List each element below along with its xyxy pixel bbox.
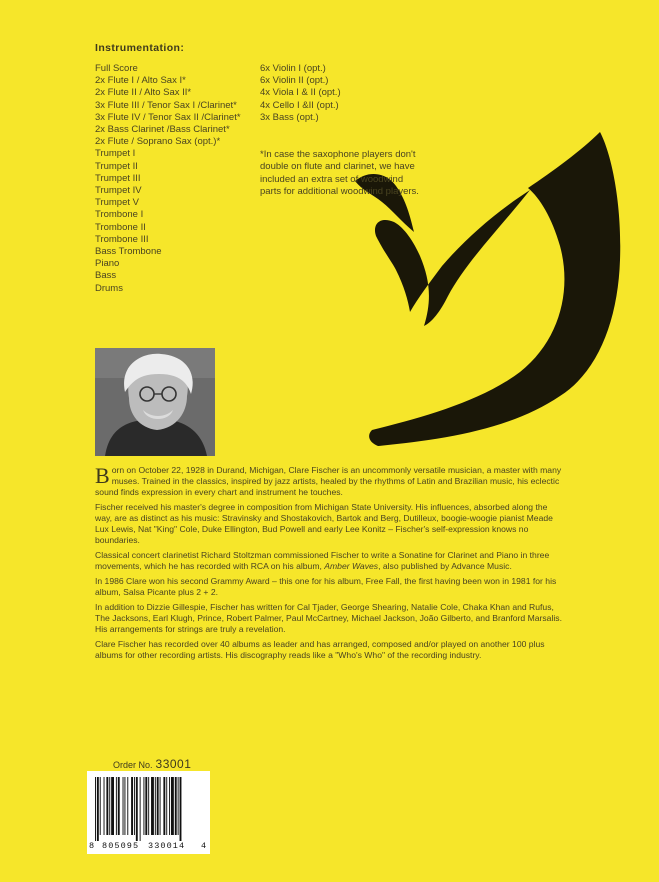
instrument-item: 3x Flute III / Tenor Sax I /Clarinet* <box>95 99 237 111</box>
author-portrait <box>95 348 215 456</box>
barcode-bar <box>111 777 114 835</box>
barcode-bar <box>171 777 174 835</box>
instrument-item: Bass <box>95 270 117 282</box>
barcode-bar <box>131 777 133 835</box>
instrument-item: 4x Cello I &II (opt.) <box>260 99 339 111</box>
instrument-item: 2x Flute / Soprano Sax (opt.)* <box>95 136 221 148</box>
barcode-digit-last: 4 <box>201 841 207 851</box>
barcode-bar <box>166 777 167 835</box>
barcode-bar <box>148 777 149 835</box>
instrument-item: Trombone I <box>95 209 144 221</box>
barcode-bar <box>104 777 105 835</box>
instrument-item: Trombone III <box>95 233 149 245</box>
barcode-bar <box>140 777 141 841</box>
instrumentation-heading: Instrumentation: <box>95 42 185 54</box>
barcode-digit-first: 8 <box>89 841 95 851</box>
barcode-bar <box>175 777 177 835</box>
barcode-bar <box>163 777 165 835</box>
instrument-item: Trumpet III <box>95 172 141 184</box>
instrument-item: 2x Flute I / Alto Sax I* <box>95 75 186 87</box>
barcode-bar <box>106 777 108 835</box>
barcode-bar <box>118 777 120 835</box>
instrument-item: 4x Viola I & II (opt.) <box>260 87 341 99</box>
instrument-item: Trumpet IV <box>95 185 142 197</box>
barcode-bar <box>123 777 124 835</box>
instrument-item: 2x Bass Clarinet /Bass Clarinet* <box>95 124 230 136</box>
barcode-digit-group-2: 330014 <box>148 841 186 851</box>
barcode-bar <box>109 777 110 835</box>
bio-album-title: Amber Waves <box>324 561 379 571</box>
instrument-item: 2x Flute II / Alto Sax II* <box>95 87 192 99</box>
bio-paragraph-2: Fischer received his master's degree in composition from Michigan State University. His influences, absorbed along the way, are as distinct as his music: Stravinsky and Shostakovich, Bartok and Berg, Dutilleux, boogie-woogie pianist Meade Lux Lewis, Nat "King" Cole, Duke Ellington, Bud Powell and early Lee Konitz – Fischer's self-expression knows no boundaries. <box>95 502 553 545</box>
barcode-bar <box>97 777 99 841</box>
barcode-bar <box>160 777 161 835</box>
bio-paragraph-3-text-a: Classical concert clarinetist Richard Stoltzman commissioned Fischer to write a Sonatine for Clarinet and Piano in three movements, which he has recorded with RCA on his album, <box>95 550 550 571</box>
bio-paragraph-4: In 1986 Clare won his second Grammy Award – this one for his album, Free Fall, the first having been won in 1981 for his album, Salsa Picante plus 2 + 2. <box>95 576 557 597</box>
instrument-item: Trumpet I <box>95 148 136 160</box>
barcode-bar <box>169 777 170 835</box>
barcode-bar <box>180 777 182 841</box>
instrumentation-list-right <box>260 63 341 124</box>
instrument-item: Trumpet II <box>95 160 138 172</box>
instrument-item: Bass Trombone <box>95 246 162 258</box>
instrument-item: Piano <box>95 258 120 270</box>
instrument-item: 3x Bass (opt.) <box>260 111 319 123</box>
order-value: 33001 <box>155 757 192 771</box>
barcode-bar <box>127 777 128 835</box>
barcode-bar <box>157 777 159 835</box>
barcode-bar <box>116 777 117 835</box>
barcode-bar <box>136 777 138 841</box>
order-number <box>113 757 191 771</box>
barcode-bar <box>143 777 144 835</box>
bio-paragraph-1-text: orn on October 22, 1928 in Durand, Michigan, Clare Fischer is an uncommonly versatile musician, a master with many muses. Trained in the classics, inspired by jazz artists, healed by the rhythms of Latin and Brazilian music, his eclectic sound finds expression in every chart and instrument he touches. <box>95 465 562 497</box>
bio-dropcap: B <box>95 463 110 488</box>
instrument-item: Drums <box>95 282 123 294</box>
instrumentation-list-left <box>95 63 241 295</box>
bio-paragraph-6: Clare Fischer has recorded over 40 albums as leader and has arranged, composed and/or played on another 100 plus albums for other recording artists. His discography reads like a "Who's Who" of the recording industry. <box>95 639 545 660</box>
barcode-bars <box>87 771 210 841</box>
instrument-item: 6x Violin II (opt.) <box>260 75 329 87</box>
saxophone-note: *In case the saxophone players don't double on flute and clarinet, we have included an extra set of woodwind parts for additional woodwind players. <box>260 149 419 197</box>
barcode-bar <box>151 777 154 835</box>
instrument-item: Full Score <box>95 63 138 74</box>
biography <box>95 465 565 665</box>
bio-paragraph-5: In addition to Dizzie Gillespie, Fischer has written for Cal Tjader, George Shearing, Natalie Cole, Chaka Khan and Rufus, The Jacksons, Earl Klugh, Prince, Robert Palmer, Paul McCartney, Michael Jackson, João Gilberto, and Branford Marsalis. His arrangements for strings are truly a revelation. <box>95 602 562 634</box>
bio-paragraph-1 <box>95 465 565 498</box>
barcode-bar <box>178 777 179 835</box>
barcode-bar <box>100 777 101 835</box>
barcode-bar <box>145 777 147 835</box>
barcode <box>87 771 210 854</box>
instrument-item: 3x Flute IV / Tenor Sax II /Clarinet* <box>95 111 241 123</box>
instrument-item: Trumpet V <box>95 197 139 209</box>
barcode-bar <box>134 777 135 835</box>
barcode-bar <box>124 777 125 835</box>
bio-paragraph-3 <box>95 550 565 572</box>
order-label: Order No. <box>113 760 153 770</box>
barcode-digit-group-1: 805095 <box>102 841 140 851</box>
instrument-item: Trombone II <box>95 221 146 233</box>
barcode-bar <box>155 777 156 835</box>
instrument-item: 6x Violin I (opt.) <box>260 63 326 74</box>
bio-paragraph-3-text-b: , also published by Advance Music. <box>378 561 512 571</box>
barcode-bar <box>95 777 96 841</box>
